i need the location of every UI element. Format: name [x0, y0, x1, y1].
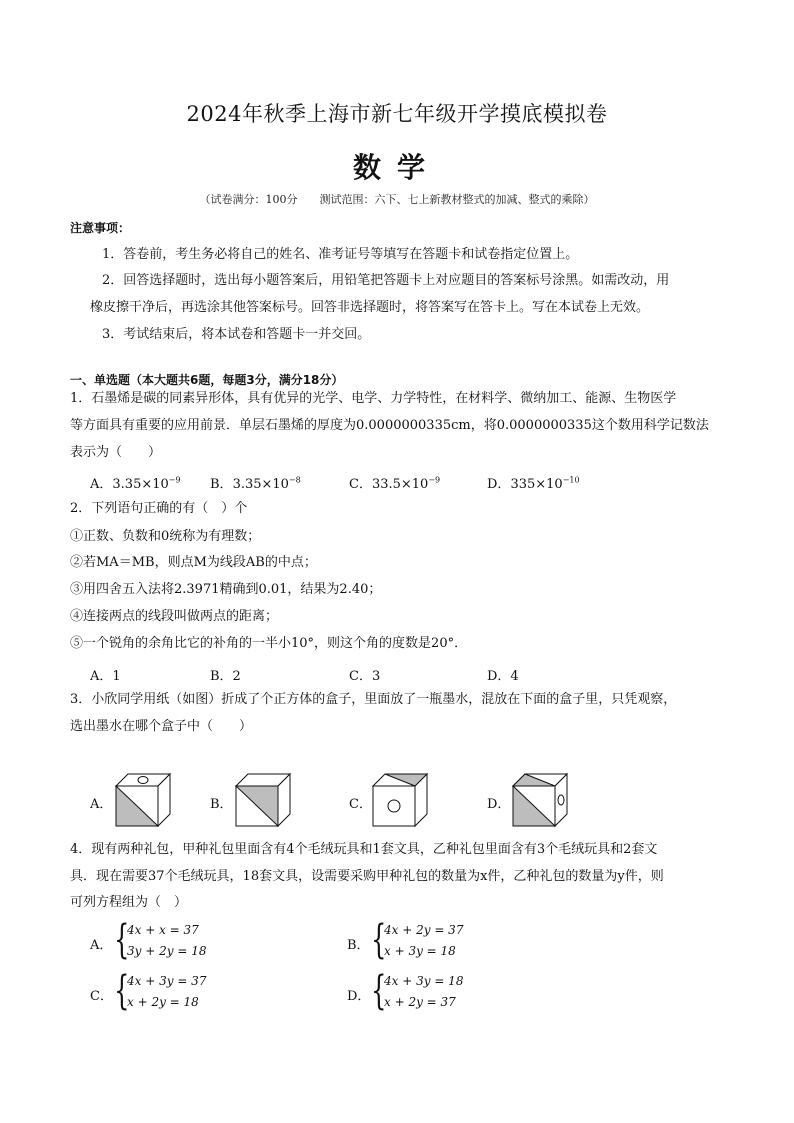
- q4-option-b-brace: {: [371, 917, 387, 963]
- q4-option-c-label: C．: [90, 989, 113, 1004]
- q4-option-a-brace: {: [114, 917, 130, 963]
- q2-statement-3: ③用四舍五入法将2.3971精确到0.01，结果为2.40；: [70, 582, 382, 597]
- notice-item-1: 1．答卷前，考生务必将自己的姓名、准考证号等填写在答题卡和试卷指定位置上。: [102, 247, 579, 262]
- notice-heading: 注意事项：: [70, 221, 131, 235]
- q3-option-d-label: D．: [487, 797, 511, 812]
- q4-option-a-label: A．: [90, 938, 113, 953]
- exam-title: 2024年秋季上海市新七年级开学摸底模拟卷: [186, 102, 608, 126]
- q2-statement-1: ①正数、负数和0统称为有理数；: [70, 529, 261, 544]
- q3-option-c-label: C．: [349, 797, 372, 812]
- q1-option-b: B．$3.35\times 10^{-8}$: [210, 475, 301, 492]
- q4-option-d-eq1: 4x + 3y = 18: [384, 974, 464, 988]
- q4-option-d-eq2: x + 2y = 37: [384, 995, 456, 1009]
- cube-a-figure: [114, 772, 172, 828]
- q4-option-b-eq1: 4x + 2y = 37: [384, 923, 464, 937]
- q4-option-b-eq2: x + 3y = 18: [384, 944, 456, 958]
- q2-option-c: C．3: [349, 669, 381, 684]
- q4-line-2: 具．现在需要37个毛绒玩具，18套文具，设需要采购甲种礼包的数量为x件，乙种礼包的数量为y件，则: [70, 869, 664, 884]
- q1-option-d: D．$335\times 10^{-10}$: [487, 475, 580, 492]
- q2-option-a: A．1: [90, 669, 121, 684]
- notice-item-3: 3．考试结束后，将本试卷和答题卡一并交回。: [102, 327, 371, 342]
- cube-c-figure: [371, 772, 429, 828]
- q3-line-2: 选出墨水在哪个盒子中（ ）: [70, 719, 253, 734]
- q3-option-a-label: A．: [90, 797, 113, 812]
- cube-b-figure: [234, 772, 292, 828]
- q2-statement-2: ②若MA＝MB，则点M为线段AB的中点；: [70, 555, 317, 570]
- notice-item-2: 2．回答选择题时，选出每小题答案后，用铅笔把答题卡上对应题目的答案标号涂黑。如需改动，用: [102, 273, 670, 288]
- cube-d-figure: [511, 772, 569, 828]
- q2-option-d: D．4: [487, 669, 519, 684]
- q4-line-3: 可列方程组为（ ）: [70, 895, 188, 910]
- section-heading: 一、单选题（本大题共6题，每题3分，满分18分）: [70, 373, 344, 387]
- q4-option-c-brace: {: [114, 968, 130, 1014]
- q1-option-c: C．$33.5\times 10^{-9}$: [349, 475, 441, 492]
- notice-item-2-cont: 橡皮擦干净后，再选涂其他答案标号。回答非选择题时，将答案写在答卡上。写在本试卷上无效。: [90, 300, 650, 315]
- q1-line-1: 1．石墨烯是碳的同素异形体，具有优异的光学、电学、力学特性，在材料学、微纳加工、能源、生物医学: [70, 391, 677, 406]
- q1-line-3: 表示为（ ）: [70, 445, 162, 460]
- q1-option-a: A．$3.35\times 10^{-9}$: [90, 475, 181, 492]
- q4-option-a-eq2: 3y + 2y = 18: [127, 944, 207, 958]
- q4-line-1: 4．现有两种礼包，甲种礼包里面含有4个毛绒玩具和1套文具，乙种礼包里面含有3个毛绒玩具和2套文: [70, 842, 658, 857]
- q4-option-b-label: B．: [347, 938, 370, 953]
- q4-option-c-eq1: 4x + 3y = 37: [127, 974, 207, 988]
- q2-stem: 2．下列语句正确的有（ ）个: [70, 501, 248, 516]
- q3-option-b-label: B．: [210, 797, 233, 812]
- q3-line-1: 3．小欣同学用纸（如图）折成了个正方体的盒子，里面放了一瓶墨水，混放在下面的盒子里，只凭观察，: [70, 692, 677, 707]
- q4-option-a-eq1: 4x + x = 37: [127, 923, 199, 937]
- q4-option-d-label: D．: [347, 989, 371, 1004]
- q2-statement-4: ④连接两点的线段叫做两点的距离；: [70, 609, 279, 624]
- exam-scope: （试卷满分：100分 测试范围：六下、七上新教材整式的加减、整式的乘除）: [199, 193, 595, 206]
- q1-line-2: 等方面具有重要的应用前景．单层石墨烯的厚度为0.0000000335cm，将0.0000000335这个数用科学记数法: [70, 418, 709, 433]
- q4-option-c-eq2: x + 2y = 18: [127, 995, 199, 1009]
- subject-title: 数学: [352, 151, 441, 184]
- q4-option-d-brace: {: [371, 968, 387, 1014]
- q2-option-b: B．2: [210, 669, 241, 684]
- q2-statement-5: ⑤一个锐角的余角比它的补角的一半小10°，则这个角的度数是20°．: [70, 636, 468, 651]
